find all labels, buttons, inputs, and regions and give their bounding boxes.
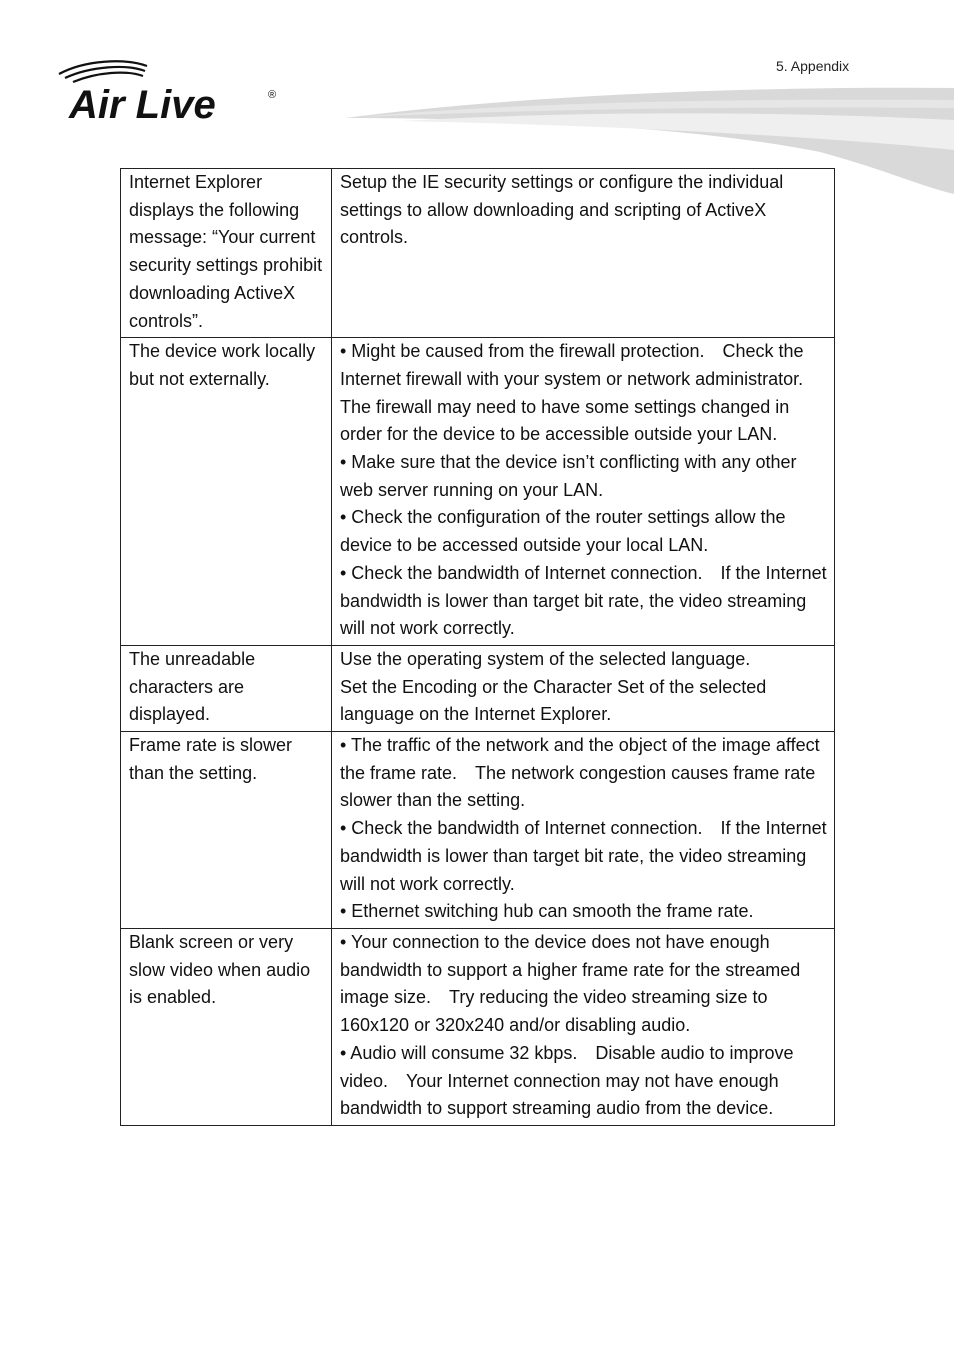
table-row [121, 732, 835, 929]
solution-text: Set the Encoding or the Character Set of the selected language on the Internet Explorer. [340, 676, 767, 725]
table-row [121, 928, 835, 1125]
problem-cell: The device work locally but not externally. [121, 338, 332, 646]
solution-text: • Check the configuration of the router settings allow the device to be accessed outside your local LAN. [340, 507, 786, 556]
solution-text: • Check the bandwidth of Internet connection. If the Internet bandwidth is lower than target bit rate, the video streaming will not work correctly. [340, 818, 827, 894]
problem-cell: Blank screen or very slow video when audio is enabled. [121, 928, 332, 1125]
solution-text: Use the operating system of the selected language. [340, 648, 751, 669]
registered-mark: ® [268, 89, 277, 101]
logo-wordmark: Air Live [69, 83, 216, 127]
table-row [121, 645, 835, 731]
solution-text: • Ethernet switching hub can smooth the frame rate. [340, 901, 754, 922]
solution-cell [332, 338, 835, 646]
solution-text: • Might be caused from the firewall protection. Check the Internet firewall with your system or network administrator. The firewall may need to have some settings changed in order for the device to be accessible outside your LAN. [340, 341, 822, 445]
section-label: 5. Appendix [776, 58, 850, 74]
solution-text: • Audio will consume 32 kbps. Disable audio to improve video. Your Internet connection may not have enough bandwidth to support streaming audio from the device. [340, 1042, 794, 1119]
solution-cell [332, 169, 835, 338]
solution-text: • Your connection to the device does not have enough bandwidth to support a higher frame rate for the streamed image size. Try reducing the video streaming size to 160x120 or 320x240 and/or disabling audio. [340, 931, 801, 1036]
solution-text: Setup the IE security settings or configure the individual settings to allow downloading and scripting of ActiveX controls. [340, 172, 784, 248]
solution-cell [332, 645, 835, 731]
solution-text: • Make sure that the device isn’t conflicting with any other web server running on your LAN. [340, 452, 797, 500]
table-row [121, 338, 835, 646]
solution-text: • Check the bandwidth of Internet connection. If the Internet bandwidth is lower than target bit rate, the video streaming will not work correctly. [340, 562, 827, 639]
troubleshooting-table [120, 168, 835, 1126]
solution-text: • The traffic of the network and the object of the image affect the frame rate. The network congestion causes frame rate slower than the setting. [340, 735, 820, 811]
problem-cell: The unreadable characters are displayed. [121, 645, 332, 731]
solution-cell [332, 928, 835, 1125]
solution-cell [332, 732, 835, 929]
airlive-logo [55, 58, 285, 128]
problem-cell: Internet Explorer displays the following message: “Your current security settings prohibit downloading ActiveX controls”. [121, 169, 332, 338]
table-row [121, 169, 835, 338]
problem-cell: Frame rate is slower than the setting. [121, 732, 332, 929]
